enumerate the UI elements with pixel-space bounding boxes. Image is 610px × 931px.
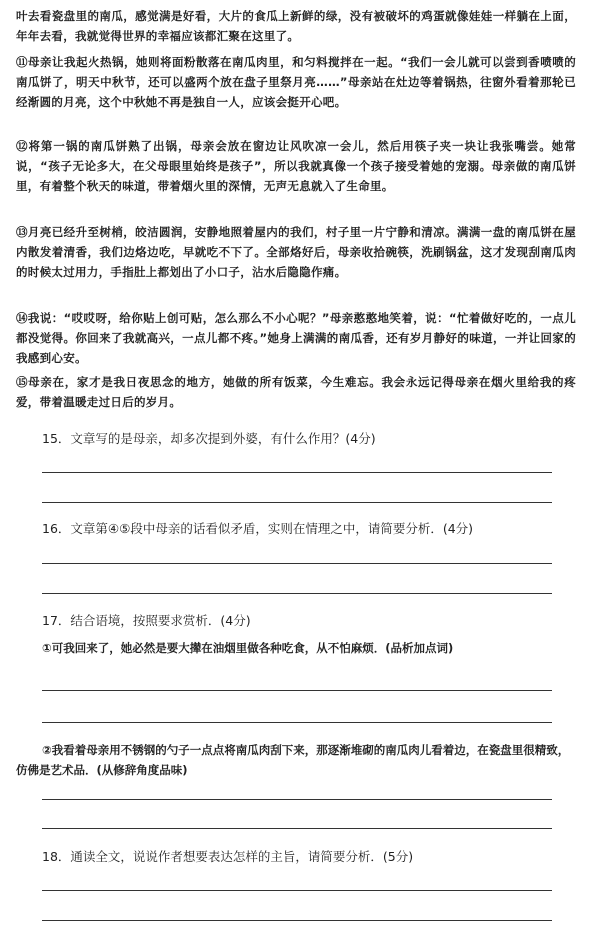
answer-line[interactable]	[42, 890, 552, 891]
answer-line[interactable]	[42, 920, 552, 921]
question-15: 15．文章写的是母亲，却多次提到外婆，有什么作用？(4分)	[42, 431, 376, 446]
question-17-part-1: ①可我回来了，她必然是要大撵在油烟里做各种吃食，从不怕麻烦．(品析加点词)	[42, 641, 454, 655]
passage-paragraph-15: ⑮母亲在，家才是我日夜思念的地方，她做的所有饭菜，今生难忘。我会永远记得母亲在烟火里给我的疼爱，带着温暖走过日后的岁月。	[16, 375, 576, 409]
passage-paragraph-12: ⑫将第一锅的南瓜饼熟了出锅，母亲会放在窗边让风吹凉一会儿，然后用筷子夹一块让我张嘴尝。她常说，“孩子无论多大，在父母眼里始终是孩子”，所以我就真像一个孩子接受着她的宠溺。母亲做的南瓜饼里，有着整个秋天的味道，带着烟火里的深情，无声无息就入了生命里。	[16, 139, 576, 193]
answer-line[interactable]	[42, 722, 552, 723]
passage-paragraph-0: 叶去看瓷盘里的南瓜，感觉满是好看，大片的食瓜上新鲜的绿，没有被破坏的鸡蛋就像娃娃一样躺在上面，年年去看，我就觉得世界的幸福应该都汇聚在这里了。	[16, 9, 576, 43]
passage-paragraph-14: ⑭我说：“哎哎呀，给你贴上创可贴，怎么那么不小心呢？”母亲憨憨地笑着，说：“忙着做好吃的，一点儿都没觉得。你回来了我就高兴，一点儿都不疼。”她身上满满的南瓜香，还有岁月静好的味道，一并让回家的我感到心安。	[16, 311, 576, 365]
answer-line[interactable]	[42, 799, 552, 800]
answer-line[interactable]	[42, 502, 552, 503]
answer-line[interactable]	[42, 828, 552, 829]
answer-line[interactable]	[42, 690, 552, 691]
passage-paragraph-11: ⑪母亲让我起火热锅，她则将面粉散落在南瓜肉里，和匀料搅拌在一起。“我们一会儿就可以尝到香喷喷的南瓜饼了，明天中秋节，还可以盛两个放在盘子里祭月亮……”母亲站在灶边等着锅热，往窗外看着那轮已经渐圆的月亮，这个中秋她不再是独自一人，应该会挺开心吧。	[16, 55, 576, 109]
question-17-part-2: ②我看着母亲用不锈钢的勺子一点点将南瓜肉刮下来，那逐渐堆砌的南瓜肉儿看着边，在瓷盘里很精致，仿佛是艺术品．(从修辞角度品味)	[16, 743, 570, 777]
answer-line[interactable]	[42, 563, 552, 564]
answer-line[interactable]	[42, 593, 552, 594]
passage-paragraph-13: ⑬月亮已经升至树梢，皎洁圆润，安静地照着屋内的我们，村子里一片宁静和清凉。满满一盘的南瓜饼在屋内散发着清香，我们边烙边吃，早就吃不下了。全部烙好后，母亲收拾碗筷，洗刷锅盆，这才发现刮南瓜肉的时候太过用力，手指肚上都划出了小口子，沾水后隐隐作痛。	[16, 225, 576, 279]
question-17: 17．结合语境，按照要求赏析．(4分)	[42, 613, 251, 628]
answer-line[interactable]	[42, 472, 552, 473]
question-18: 18．通读全文，说说作者想要表达怎样的主旨，请简要分析．(5分)	[42, 849, 414, 864]
question-16: 16．文章第④⑤段中母亲的话看似矛盾，实则在情理之中，请简要分析．(4分)	[42, 521, 474, 536]
